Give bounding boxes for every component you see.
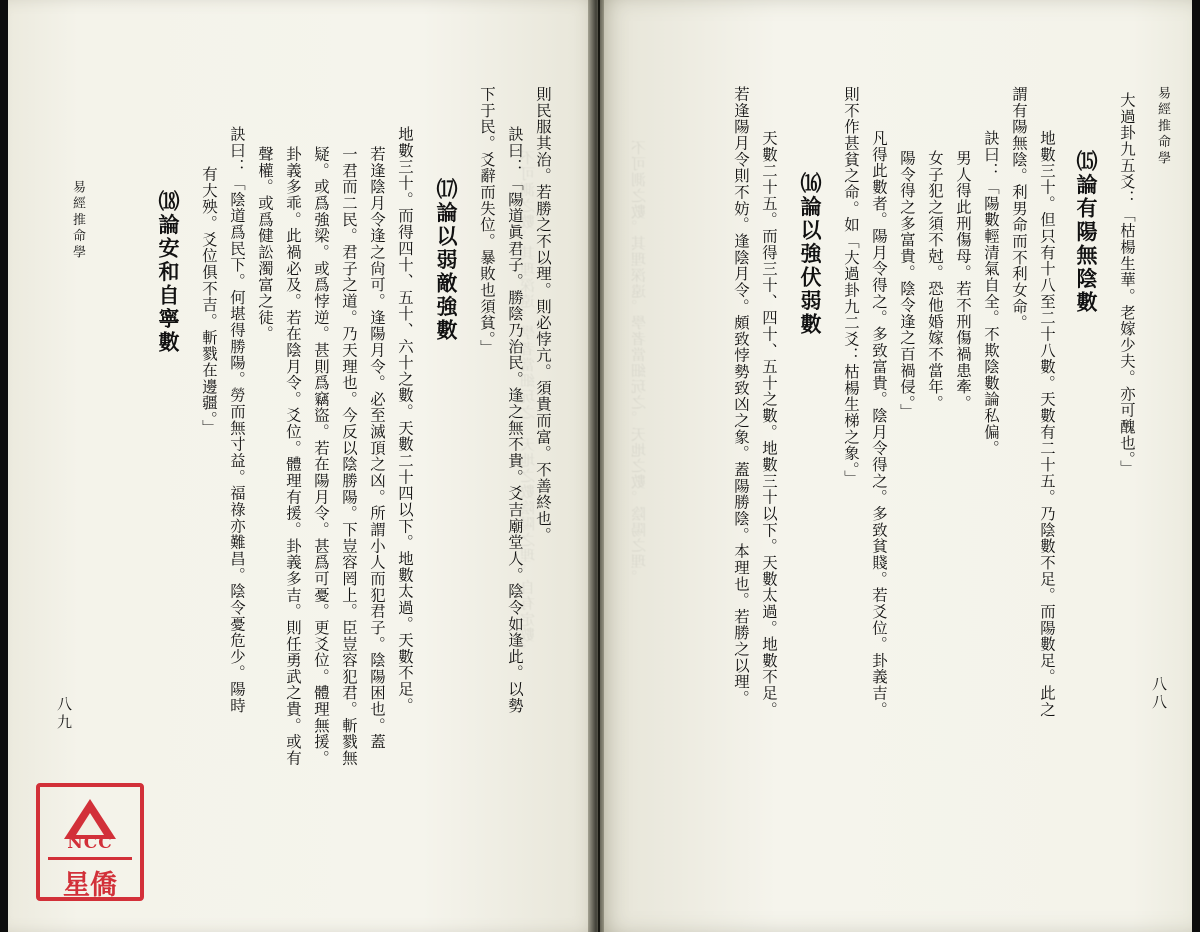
- text-column: 凡得此數者。陽月令得之。多致富貴。陰月令得之。多致貧賤。若爻位。卦義吉。: [870, 130, 888, 718]
- stamp-chinese-text: 星僑: [63, 870, 117, 901]
- text-column: 一君而二民。君子之道。乃天理也。今反以陰勝陽。下豈容罔上。臣豈容犯君。斬戮無: [340, 146, 358, 767]
- section-heading: ⒃論以強伏弱數: [798, 172, 822, 337]
- text-column: 聲權。或爲健訟濁富之徒。: [256, 146, 274, 342]
- text-column: 地數三十。而得四十、五十、六十之數。天數二十四以下。地數太過。天數不足。: [396, 126, 414, 714]
- text-column: 下于民。爻辭而失位。暴敗也須貧。」: [478, 86, 496, 356]
- text-column: 則民服其治。若勝之不以理。則必悖亢。須貴而富。不善終也。: [534, 86, 552, 544]
- bleed-through-left: 不可測之數。其理深遠。學者當細玩之。天地之數陰陽之理。自有定數。: [519, 150, 537, 659]
- stamp-divider: [48, 857, 132, 860]
- text-column: 訣曰：「陰道爲民下。何堪得勝陽。勞而無寸益。福祿亦難昌。陰令憂危少。陽時: [228, 126, 246, 714]
- text-column: 訣曰：「陽道眞君子。勝陰乃治民。逢之無不貴。爻吉廟堂人。陰令如逢此。以勢: [506, 126, 524, 714]
- right-book-page: [600, 0, 1192, 932]
- text-column: 大過卦九五爻：「枯楊生華。老嫁少夫。亦可醜也。」: [1118, 92, 1136, 477]
- text-column: 陽令得之多富貴。陰令逢之百禍侵。」: [898, 150, 916, 420]
- running-head-left: 易經推命學: [70, 180, 85, 262]
- text-column: 男人得此刑傷母。若不刑傷禍患牽。: [954, 150, 972, 412]
- section-heading: ⒂論有陽無陰數: [1074, 150, 1098, 315]
- text-column: 則不作甚貧之命。如「大過卦九二爻：枯楊生梯之象。」: [842, 86, 860, 487]
- text-column: 女子犯之須不尅。恐他婚嫁不當年。: [926, 150, 944, 412]
- left-book-page: [8, 0, 598, 932]
- running-head-right: 易經推命學: [1155, 86, 1170, 168]
- text-column: 地數三十。但只有十八至二十八數。天數有二十五。乃陰數不足。而陽數足。此之: [1038, 130, 1056, 718]
- bleed-through-right: 不可測之數。其理深遠。學者當細玩之。天地之數。陰陽之理。: [630, 140, 648, 586]
- text-column: 訣曰：「陽數輕清氣自全。不欺陰數論私偏。: [982, 130, 1000, 457]
- section-heading: ⒅論安和自寧數: [156, 190, 180, 355]
- text-column: 疑。或爲強梁。或爲悖逆。甚則爲竊盜。若在陽月令。甚爲可憂。更爻位。體理無援。: [312, 146, 330, 767]
- book-gutter-shadow: [588, 0, 604, 932]
- stamp-latin-text: NCC: [67, 833, 113, 853]
- section-heading: ⒄論以弱敵強數: [434, 178, 458, 343]
- text-column: 天數二十五。而得三十、四十、五十之數。地數三十以下。天數太過。地數不足。: [760, 130, 778, 718]
- triangle-inner-icon: [76, 813, 104, 835]
- ncc-library-stamp: [36, 783, 144, 901]
- page-number-right: 八八: [1150, 676, 1168, 712]
- page-number-left: 八九: [55, 696, 73, 732]
- text-column: 若逢陽月令則不妨。逢陰月令。頗致悖勢致凶之象。蓋陽勝陰。本理也。若勝之以理。: [732, 86, 750, 707]
- text-column: 有大殃。爻位俱不吉。斬戮在邊疆。」: [200, 166, 218, 436]
- text-column: 若逢陰月令逢之尙可。逢陽月令。必至滅頂之凶。所謂小人而犯君子。陰陽困也。蓋: [368, 146, 386, 750]
- text-column: 謂有陽無陰。利男命而不利女命。: [1010, 86, 1028, 331]
- text-column: 卦義多乖。此禍必及。若在陰月令。爻位。體理有援。卦義多吉。則任勇武之貴。或有: [284, 146, 302, 767]
